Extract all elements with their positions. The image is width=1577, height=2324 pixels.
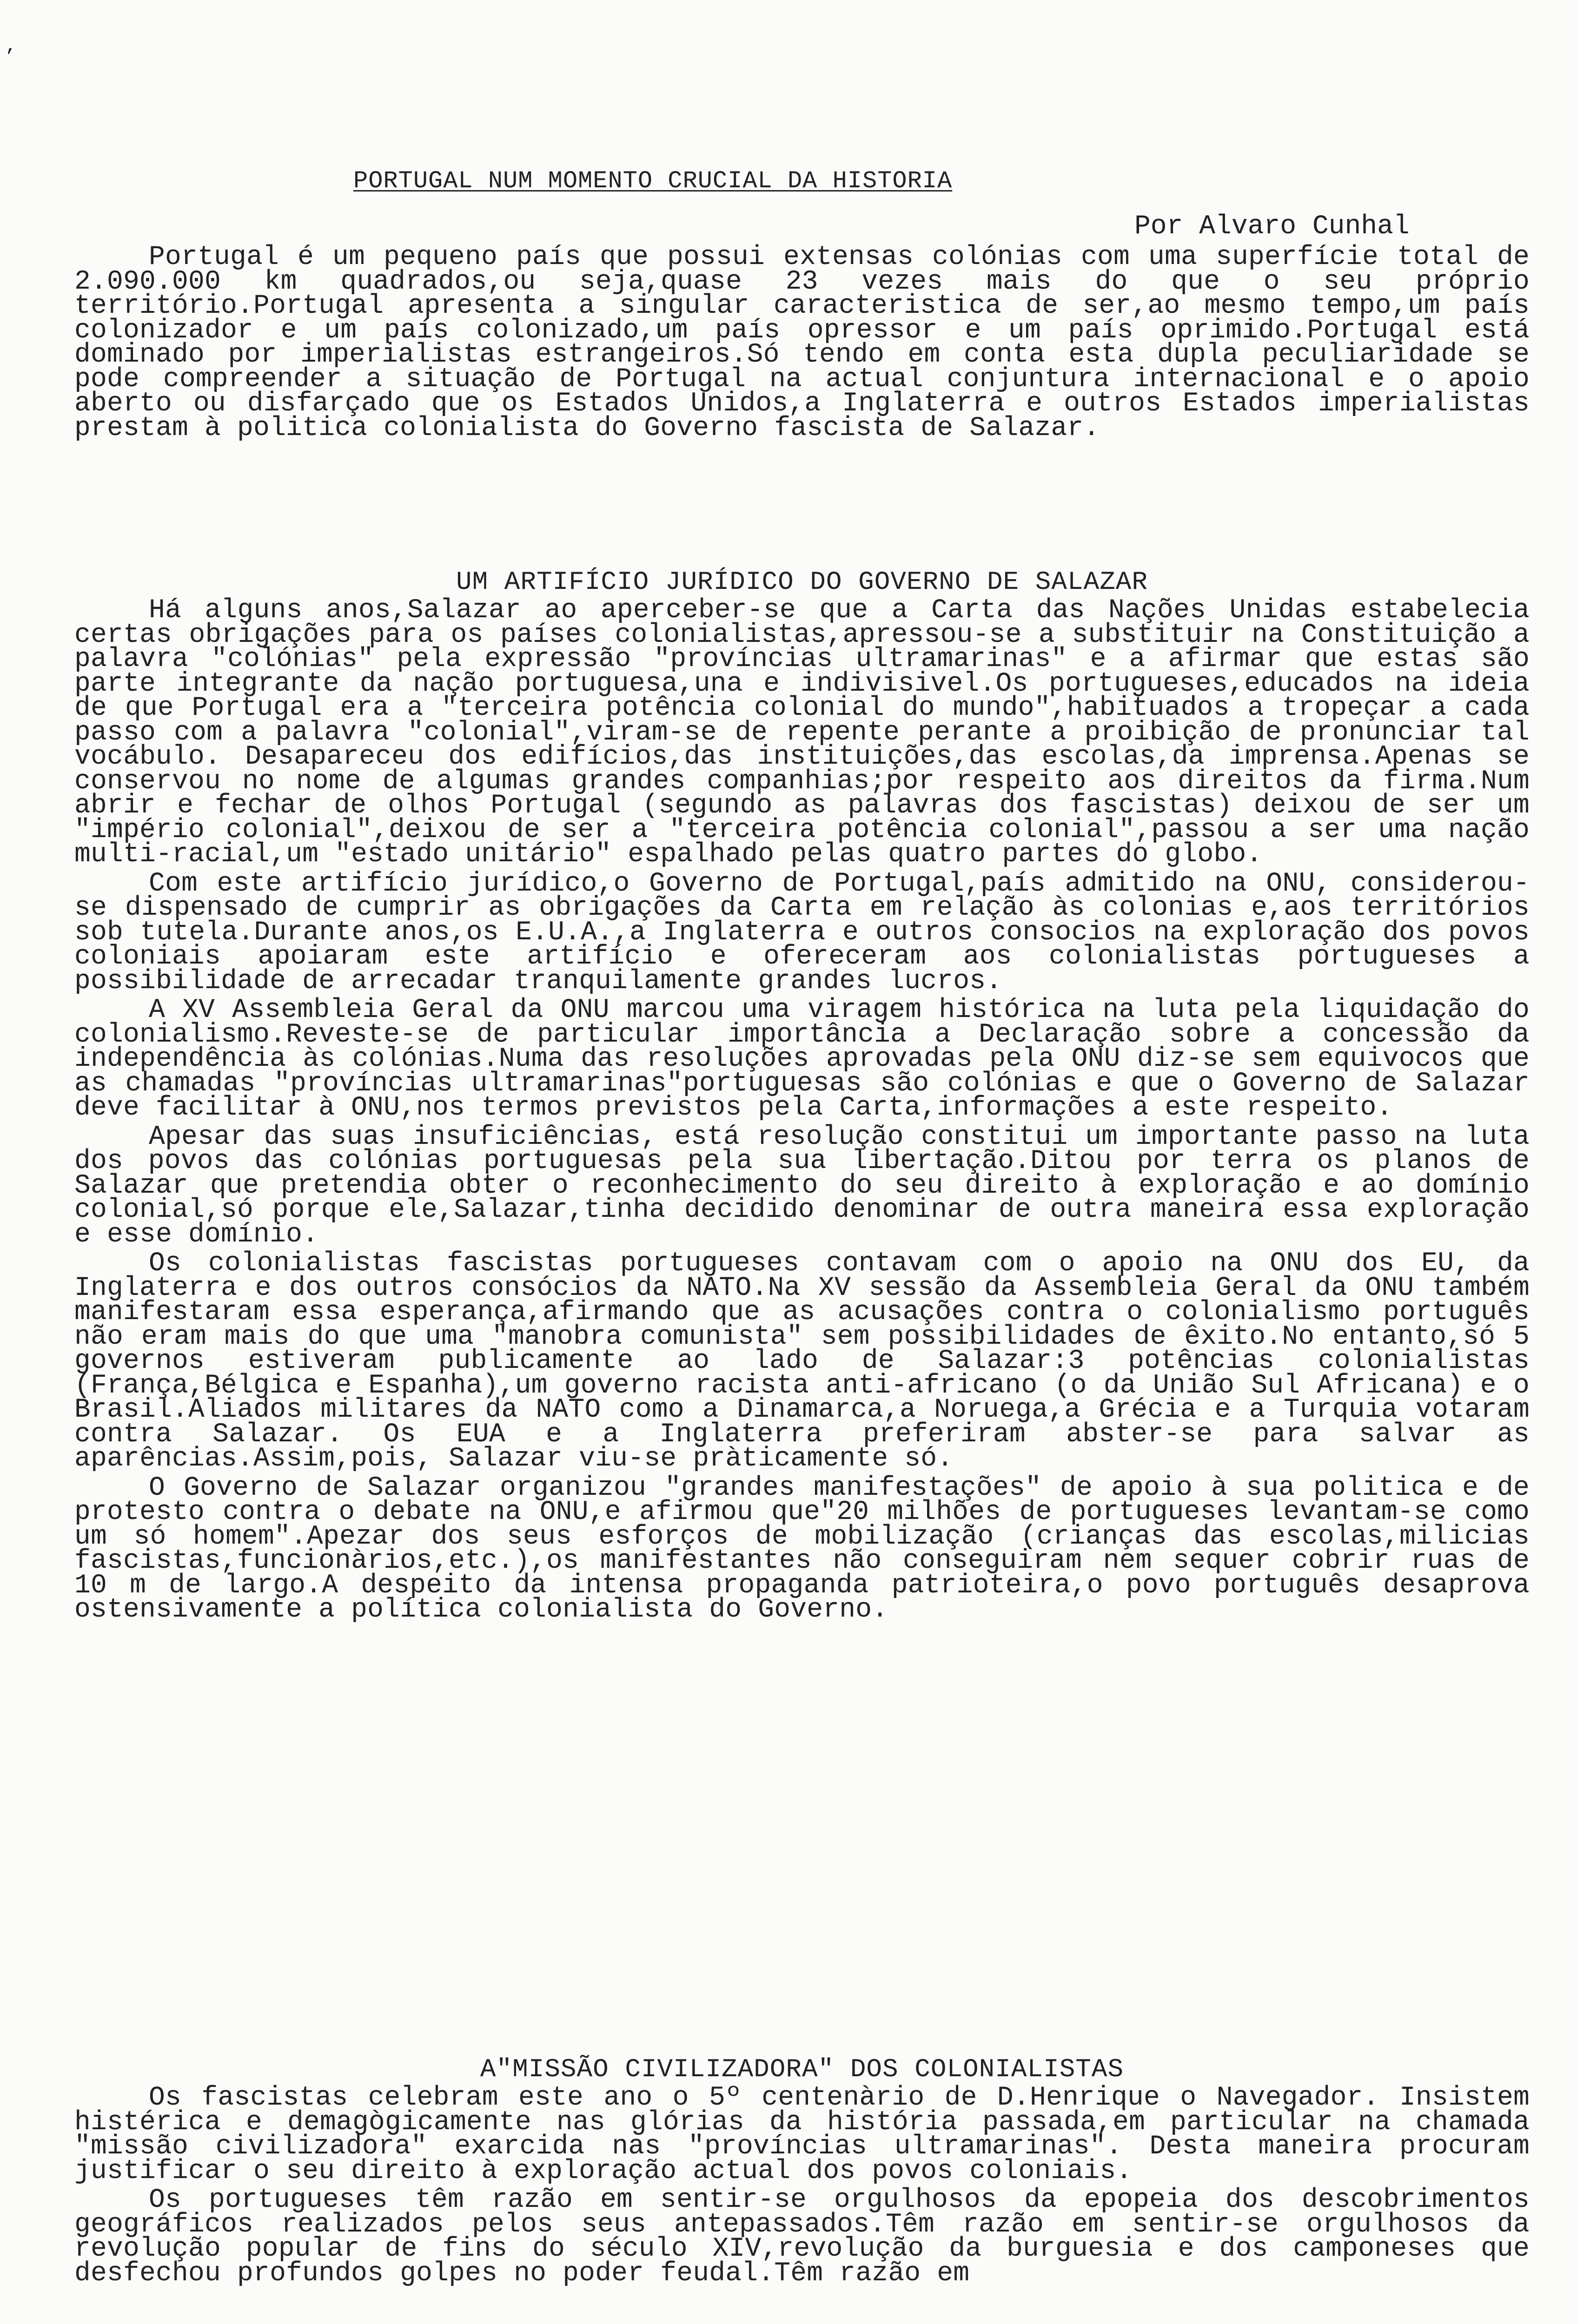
- paragraph: Com este artifício jurídico,o Governo de Portugal,país admitido na ONU, considerou-se dispensado de cumprir as obrigações da Carta em relação às colonias e,aos territórios sob tutela.Durante anos,os E.U.A.,a Inglaterra e outros consocios na exploração dos povos coloniais apoiaram este artifício e ofereceram aos colonialistas portugueses a possibilidade de arrecadar tranquilamente grandes lucros.: [74, 868, 1530, 997]
- paragraph: Os colonialistas fascistas portugueses contavam com o apoio na ONU dos EU, da Inglaterra e dos outros consócios da NATO.Na XV sessão da Assembleia Geral da ONU também manifestaram essa esperança,afirmando que as acusações contra o colonialismo português não eram mais do que uma "manobra comunista" sem possibilidades de êxito.No entanto,só 5 governos estiveram publicamente ao lado de Salazar:3 potências colonialistas (França,Bélgica e Espanha),um governo racista anti-africano (o da União Sul Africana) e o Brasil.Aliados militares da NATO como a Dinamarca,a Noruega,a Grécia e a Turquia votaram contra Salazar. Os EUA e a Inglaterra preferiram abster-se para salvar as aparências.Assim,pois, Salazar viu-se pràticamente só.: [74, 1248, 1530, 1474]
- paragraph: Os fascistas celebram este ano o 5º centenàrio de D.Henrique o Navegador. Insistem histérica e demagògicamente nas glórias da história passada,em particular na chamada "missão civilizadora" exarcida nas "províncias ultramarinas". Desta maneira procuram justificar o seu direito à exploração actual dos povos coloniais.: [74, 2083, 1530, 2186]
- paragraph: Há alguns anos,Salazar ao aperceber-se que a Carta das Nações Unidas estabelecia certas obrigações para os países colonialistas,apressou-se a substituir na Constituição a palavra "colónias" pela expressão "províncias ultramarinas" e a afirmar que estas são parte integrante da nação portuguesa,una e indivisivel.Os portugueses,educados na ideia de que Portugal era a "terceira potência colonial do mundo",habituados a tropeçar a cada passo com a palavra "colonial",viram-se de repente perante a proibição de pronunciar tal vocábulo. Desapareceu dos edifícios,das instituições,das escolas,da imprensa.Apenas se conservou no nome de algumas grandes companhias;por respeito aos direitos da firma.Num abrir e fechar de olhos Portugal (segundo as palavras dos fascistas) deixou de ser um "império colonial",deixou de ser a "terceira potência colonial",passou a ser uma nação multi-racial,um "estado unitário" espalhado pelas quatro partes do globo.: [74, 595, 1530, 870]
- section-heading: A"MISSÃO CIVILIZADORA" DOS COLONIALISTAS: [480, 2054, 1124, 2084]
- paragraph: A XV Assembleia Geral da ONU marcou uma viragem histórica na luta pela liquidação do colonialismo.Reveste-se de particular importância a Declaração sobre a concessão da independência às colónias.Numa das resoluções aprovadas pela ONU diz-se sem equivocos que as chamadas "províncias ultramarinas"portuguesas são colónias e que o Governo de Salazar deve facilitar à ONU,nos termos previstos pela Carta,informações a este respeito.: [74, 995, 1530, 1123]
- section-juridical-artifice: [74, 567, 1530, 1623]
- intro-section: [74, 242, 1530, 443]
- document-title: PORTUGAL NUM MOMENTO CRUCIAL DA HISTORIA: [353, 167, 953, 195]
- paragraph: Portugal é um pequeno país que possui extensas colónias com uma superfície total de 2.090.000 km quadrados,ou seja,quase 23 vezes mais do que o seu próprio território.Portugal apresenta a singular caracteristica de ser,ao mesmo tempo,um país colonizador e um país colonizado,um país opressor e um país oprimido.Portugal está dominado por imperialistas estrangeiros.Só tendo em conta esta dupla peculiaridade se pode compreender a situação de Portugal na actual conjuntura internacional e o apoio aberto ou disfarçado que os Estados Unidos,a Inglaterra e outros Estados imperialistas prestam à politica colonialista do Governo fascista de Salazar.: [74, 242, 1530, 443]
- section-heading: UM ARTIFÍCIO JURÍDICO DO GOVERNO DE SALAZAR: [456, 567, 1148, 597]
- author-byline: Por Alvaro Cunhal: [1134, 211, 1410, 242]
- paragraph: Apesar das suas insuficiências, está resolução constitui um importante passo na luta dos povos das colónias portuguesas pela sua libertação.Ditou por terra os planos de Salazar que pretendia obter o reconhecimento do seu direito à exploração e ao domínio colonial,só porque ele,Salazar,tinha decidido denominar de outra maneira essa exploração e esse domínio.: [74, 1122, 1530, 1250]
- section-civilizing-mission: [74, 2054, 1530, 2289]
- margin-mark: ‚: [5, 36, 16, 57]
- paragraph: Os portugueses têm razão em sentir-se orgulhosos da epopeia dos descobrimentos geográficos realizados pelos seus antepassados.Têm razão em sentir-se orgulhosos da revolução popular de fins do século XIV,revolução da burguesia e dos camponeses que desfechou profundos golpes no poder feudal.Têm razão em: [74, 2185, 1530, 2289]
- paragraph: O Governo de Salazar organizou "grandes manifestações" de apoio à sua politica e de protesto contra o debate na ONU,e afirmou que"20 milhões de portugueses levantam-se como um só homem".Apezar dos seus esforços de mobilização (crianças das escolas,milicias fascistas,funcionàrios,etc.),os manifestantes não conseguiram nem sequer cobrir ruas de 10 m de largo.A despeito da intensa propaganda patrioteira,o povo português desaprova ostensivamente a política colonialista do Governo.: [74, 1472, 1530, 1625]
